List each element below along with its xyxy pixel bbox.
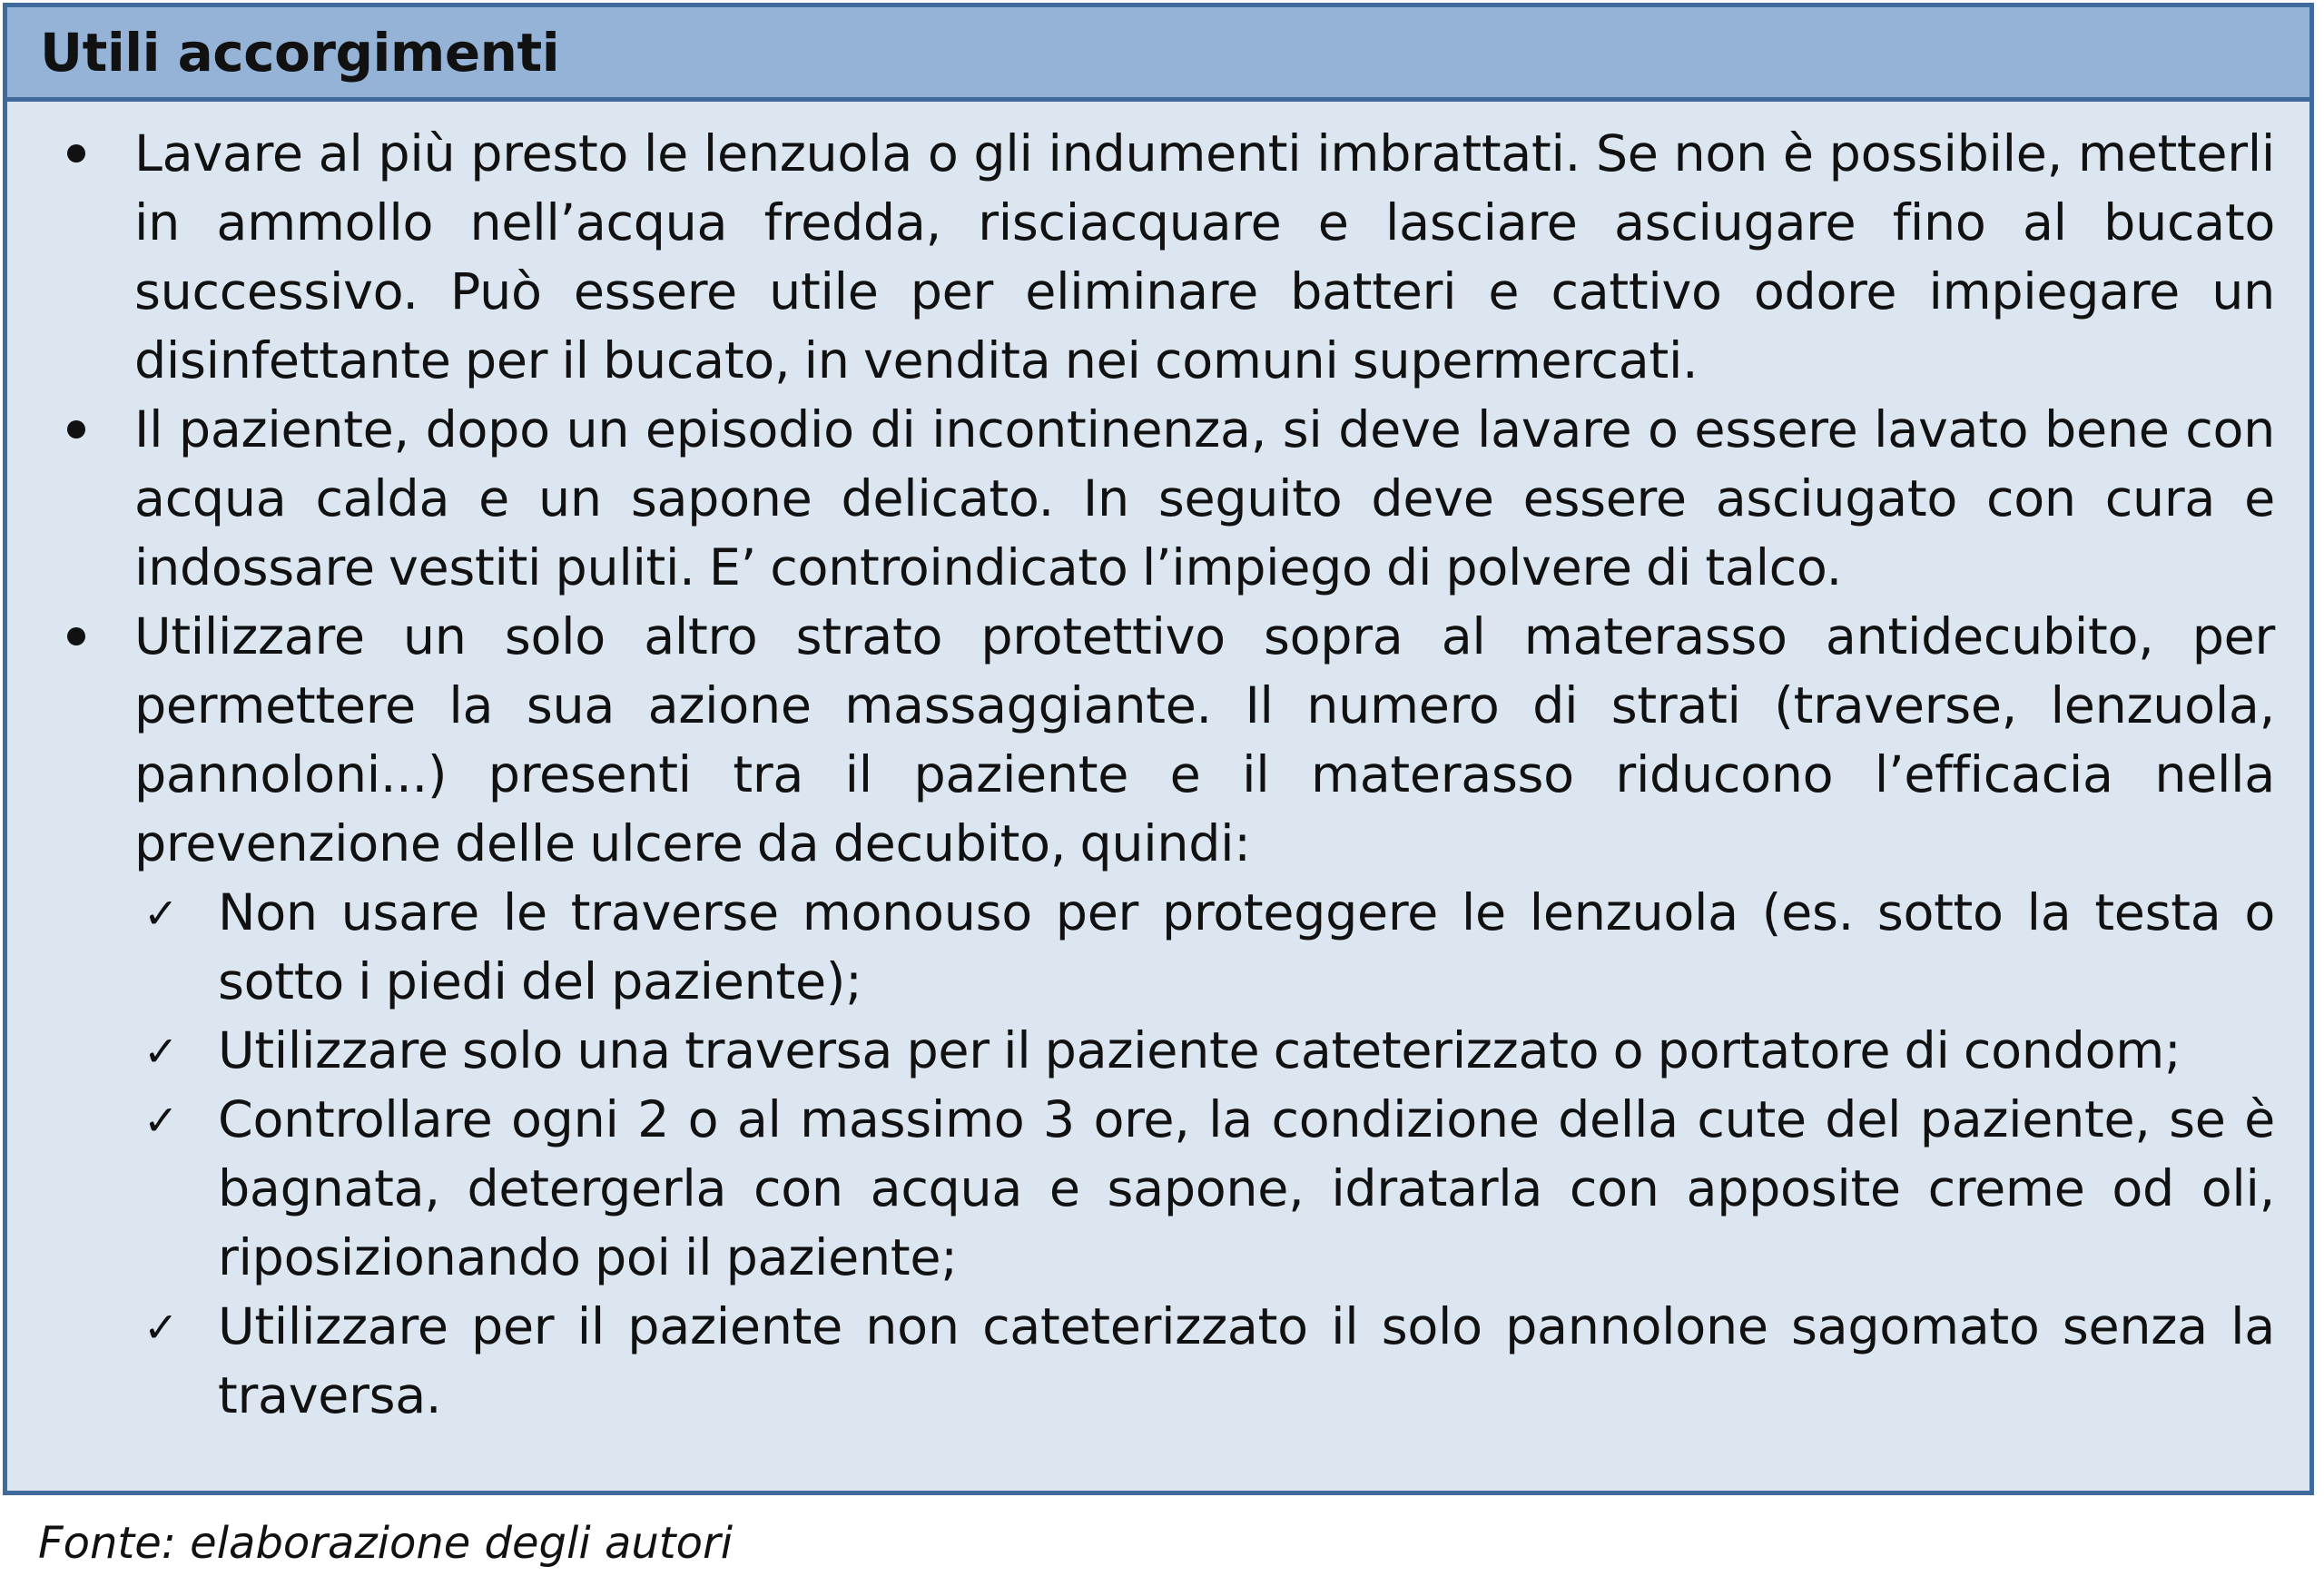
- check-item: [134, 1086, 2275, 1293]
- checkmark-icon: ✓: [143, 889, 179, 938]
- bullet-dot-icon: [67, 144, 85, 163]
- bullet-item-patient-hygiene: [7, 396, 2275, 603]
- box-body: [7, 102, 2309, 1431]
- checkmark-icon: ✓: [143, 1096, 179, 1145]
- checkmark-icon: ✓: [143, 1303, 179, 1352]
- bullet-dot-icon: [67, 420, 85, 438]
- tips-box: [3, 3, 2314, 1495]
- bullet-text: Il paziente, dopo un episodio di incontinenza, si deve lavare o essere lavato bene con acqua calda e un sapone delicato. In seguito deve essere asciugato con cura e indossare vestiti puliti. E’ controindicato l’impiego di polvere di talco.: [134, 400, 2275, 597]
- box-title: Utili accorgimenti: [40, 21, 560, 84]
- check-text: Non usare le traverse monouso per proteggere le lenzuola (es. sotto la testa o sotto i piedi del paziente);: [218, 883, 2275, 1011]
- bullet-item-protective-layer: [7, 603, 2275, 1431]
- check-text: Utilizzare solo una traversa per il paziente cateterizzato o portatore di condom;: [218, 1021, 2181, 1080]
- check-text: Utilizzare per il paziente non cateterizzato il solo pannolone sagomato senza la traversa.: [218, 1297, 2275, 1425]
- box-header: [7, 7, 2309, 102]
- check-list: [134, 879, 2275, 1431]
- source-caption: Fonte: elaborazione degli autori: [38, 1518, 734, 1569]
- bullet-text: Lavare al più presto le lenzuola o gli indumenti imbrattati. Se non è possibile, metterli in ammollo nell’acqua fredda, risciacquare e lasciare asciugare fino al bucato successivo. Può essere utile per eliminare batteri e cattivo odore impiegare un disinfettante per il bucato, in vendita nei comuni supermercati.: [134, 124, 2275, 390]
- check-item: [134, 1017, 2275, 1086]
- bullet-text: Utilizzare un solo altro strato protettivo sopra al materasso antidecubito, per permettere la sua azione massaggiante. Il numero di strati (traverse, lenzuola, pannoloni...) presenti tra il paziente e il materasso riducono l’efficacia nella prevenzione delle ulcere da decubito, quindi:: [134, 607, 2275, 873]
- bullet-list: [7, 120, 2275, 1431]
- bullet-dot-icon: [67, 627, 85, 645]
- check-item: [134, 1293, 2275, 1431]
- bullet-item-wash-linens: [7, 120, 2275, 396]
- check-text: Controllare ogni 2 o al massimo 3 ore, la condizione della cute del paziente, se è bagnata, detergerla con acqua e sapone, idratarla con apposite creme od oli, riposizionando poi il paziente;: [218, 1090, 2275, 1287]
- checkmark-icon: ✓: [143, 1027, 179, 1076]
- check-item: [134, 879, 2275, 1017]
